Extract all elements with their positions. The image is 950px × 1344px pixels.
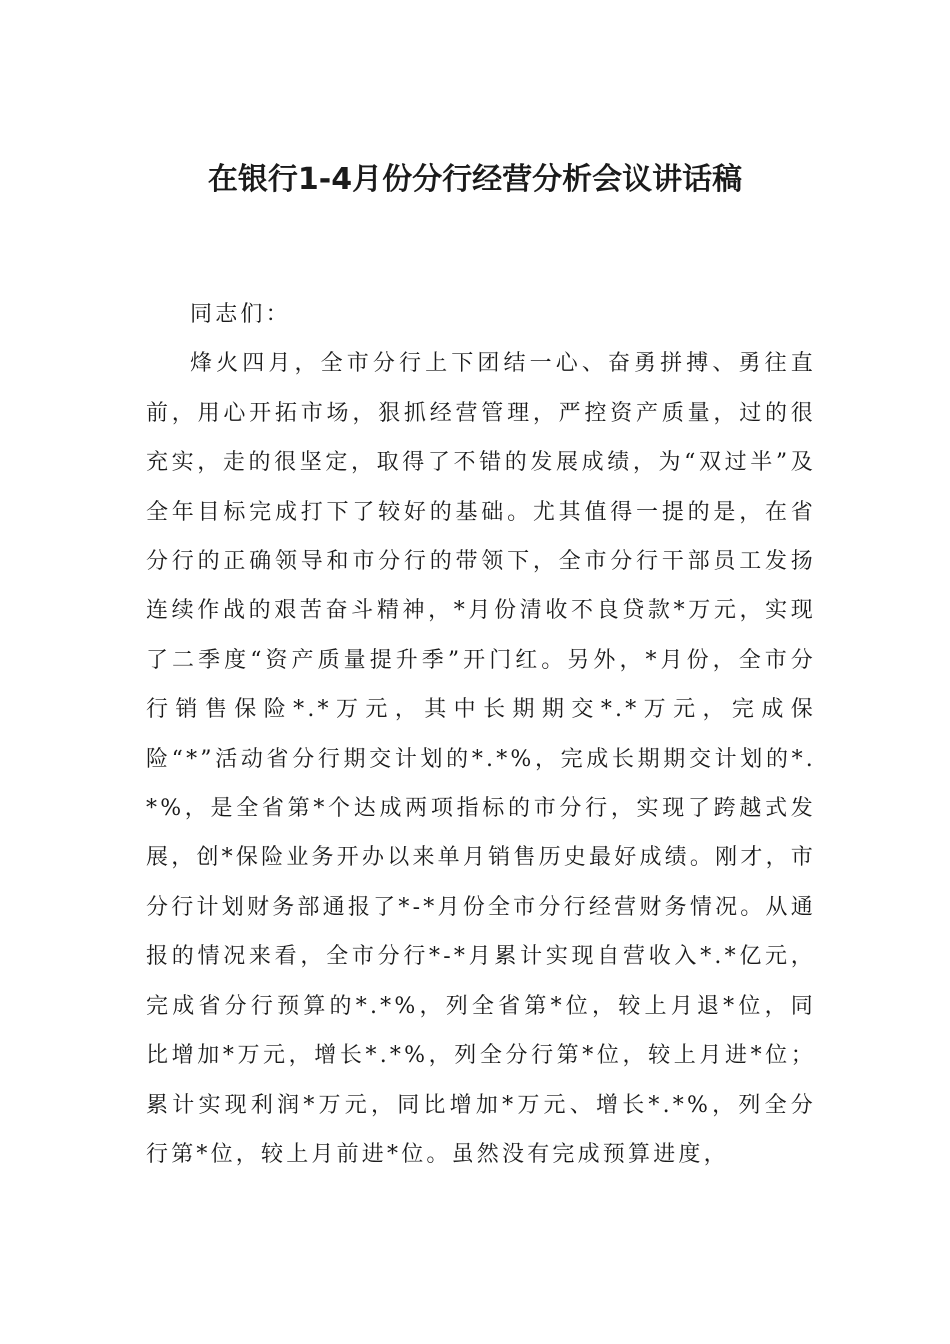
document-title: 在银行1-4月份分行经营分析会议讲话稿	[207, 162, 743, 197]
document-body	[146, 290, 816, 1179]
body-paragraph: 烽火四月，全市分行上下团结一心、奋勇拼搏、勇往直前，用心开拓市场，狠抓经营管理，严控资产质量，过的很充实，走的很坚定，取得了不错的发展成绩，为“双过半”及全年目标完成打下了较好的基础。尤其值得一提的是，在省分行的正确领导和市分行的带领下，全市分行干部员工发扬连续作战的艰苦奋斗精神，*月份清收不良贷款*万元，实现了二季度“资产质量提升季”开门红。另外，*月份，全市分行销售保险*.*万元，其中长期期交*.*万元，完成保险“*”活动省分行期交计划的*.*%，完成长期期交计划的*.*%，是全省第*个达成两项指标的市分行，实现了跨越式发展，创*保险业务开办以来单月销售历史最好成绩。刚才，市分行计划财务部通报了*-*月份全市分行经营财务情况。从通报的情况来看，全市分行*-*月累计实现自营收入*.*亿元，完成省分行预算的*.*%，列全省第*位，较上月退*位，同比增加*万元，增长*.*%，列全分行第*位，较上月进*位；累计实现利润*万元，同比增加*万元、增长*.*%，列全分行第*位，较上月前进*位。虽然没有完成预算进度，	[146, 351, 816, 1167]
greeting-line: 同志们：	[190, 302, 291, 327]
